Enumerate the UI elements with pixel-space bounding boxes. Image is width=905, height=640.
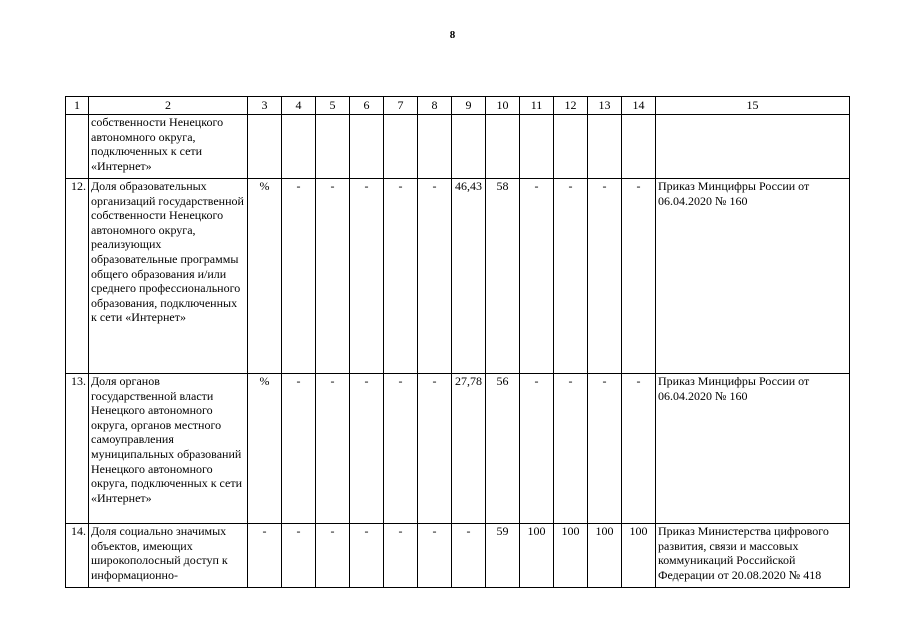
- column-header: 9: [452, 97, 486, 115]
- value-cell: -: [588, 374, 622, 524]
- column-header: 10: [486, 97, 520, 115]
- unit-cell: [248, 115, 282, 179]
- value-cell: -: [282, 179, 316, 374]
- column-header: 2: [89, 97, 248, 115]
- value-cell: 27,78: [452, 374, 486, 524]
- source-document-cell: Приказ Минцифры России от 06.04.2020 № 160: [656, 179, 850, 374]
- unit-cell: %: [248, 179, 282, 374]
- value-cell: [554, 115, 588, 179]
- row-number-cell: 13.: [66, 374, 89, 524]
- value-cell: 46,43: [452, 179, 486, 374]
- indicator-name-cell: собственности Ненецкого автономного округа, подключенных к сети «Интернет»: [89, 115, 248, 179]
- indicator-name-cell: Доля органов государственной власти Ненецкого автономного округа, органов местного самоуправления муниципальных образований Ненецкого автономного округа, подключенных к сети «Интернет»: [89, 374, 248, 524]
- value-cell: [350, 115, 384, 179]
- value-cell: [316, 115, 350, 179]
- column-header: 4: [282, 97, 316, 115]
- row-number-cell: 12.: [66, 179, 89, 374]
- value-cell: -: [520, 374, 554, 524]
- column-header: 13: [588, 97, 622, 115]
- value-cell: -: [452, 524, 486, 588]
- value-cell: 100: [622, 524, 656, 588]
- source-document-cell: [656, 115, 850, 179]
- value-cell: -: [316, 179, 350, 374]
- value-cell: [588, 115, 622, 179]
- value-cell: -: [350, 524, 384, 588]
- value-cell: [486, 115, 520, 179]
- column-header: 6: [350, 97, 384, 115]
- column-header: 14: [622, 97, 656, 115]
- value-cell: -: [622, 374, 656, 524]
- value-cell: -: [622, 179, 656, 374]
- source-document-cell: Приказ Минцифры России от 06.04.2020 № 160: [656, 374, 850, 524]
- value-cell: -: [384, 179, 418, 374]
- value-cell: -: [316, 524, 350, 588]
- value-cell: 100: [588, 524, 622, 588]
- value-cell: [622, 115, 656, 179]
- value-cell: -: [282, 374, 316, 524]
- value-cell: -: [554, 179, 588, 374]
- table-row: [66, 374, 850, 524]
- value-cell: -: [350, 374, 384, 524]
- indicators-table: [65, 96, 850, 588]
- value-cell: -: [418, 524, 452, 588]
- value-cell: [384, 115, 418, 179]
- value-cell: 56: [486, 374, 520, 524]
- row-number-cell: 14.: [66, 524, 89, 588]
- value-cell: -: [520, 179, 554, 374]
- value-cell: [418, 115, 452, 179]
- value-cell: -: [588, 179, 622, 374]
- unit-cell: %: [248, 374, 282, 524]
- value-cell: [452, 115, 486, 179]
- value-cell: -: [418, 179, 452, 374]
- value-cell: 100: [554, 524, 588, 588]
- column-header: 5: [316, 97, 350, 115]
- table-row: [66, 524, 850, 588]
- value-cell: 58: [486, 179, 520, 374]
- source-document-cell: Приказ Министерства цифрового развития, связи и массовых коммуникаций Российской Федерации от 20.08.2020 № 418: [656, 524, 850, 588]
- column-header: 15: [656, 97, 850, 115]
- value-cell: -: [350, 179, 384, 374]
- value-cell: -: [418, 374, 452, 524]
- indicator-name-cell: Доля образовательных организаций государственной собственности Ненецкого автономного округа, реализующих образовательные программы общего образования и/или среднего профессионального образования, подключенных к сети «Интернет»: [89, 179, 248, 374]
- column-header: 1: [66, 97, 89, 115]
- value-cell: 100: [520, 524, 554, 588]
- column-header: 8: [418, 97, 452, 115]
- value-cell: -: [316, 374, 350, 524]
- value-cell: -: [384, 374, 418, 524]
- value-cell: [282, 115, 316, 179]
- header-row: [66, 97, 850, 115]
- table-row: [66, 179, 850, 374]
- table-row: [66, 115, 850, 179]
- indicator-name-cell: Доля социально значимых объектов, имеющих широкополосный доступ к информационно-: [89, 524, 248, 588]
- column-header: 3: [248, 97, 282, 115]
- value-cell: -: [554, 374, 588, 524]
- value-cell: -: [384, 524, 418, 588]
- column-header: 12: [554, 97, 588, 115]
- page-number: 8: [449, 29, 456, 41]
- unit-cell: -: [248, 524, 282, 588]
- value-cell: -: [282, 524, 316, 588]
- column-header: 7: [384, 97, 418, 115]
- value-cell: [520, 115, 554, 179]
- column-header: 11: [520, 97, 554, 115]
- row-number-cell: [66, 115, 89, 179]
- value-cell: 59: [486, 524, 520, 588]
